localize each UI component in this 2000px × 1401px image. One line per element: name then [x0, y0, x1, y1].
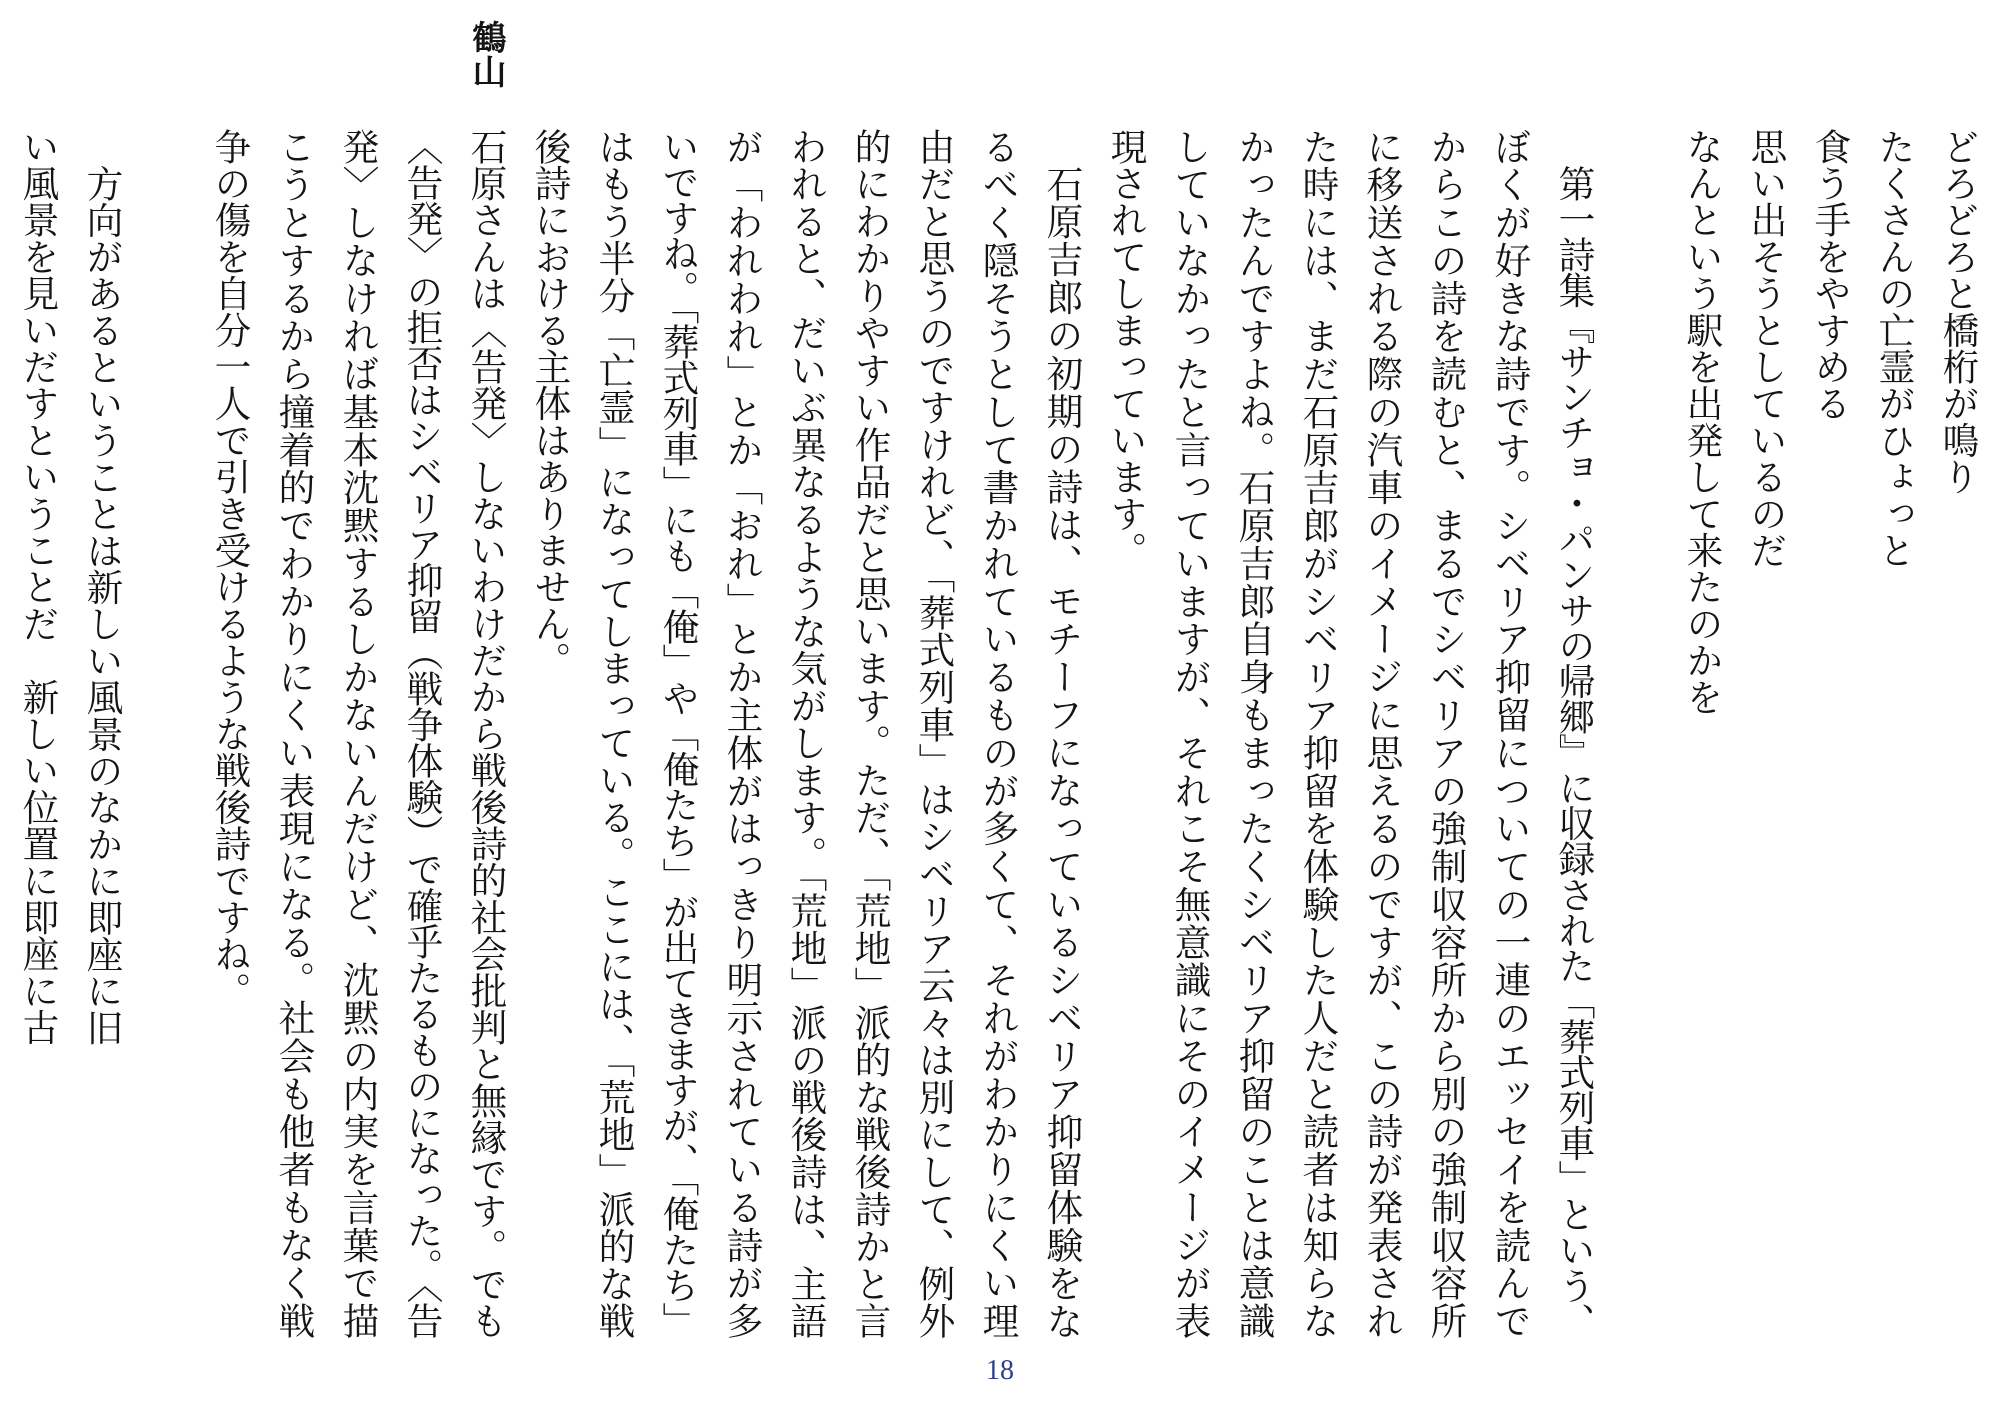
paragraph [518, 128, 1094, 1339]
column-spacer [1606, 128, 1670, 1339]
speaker-label: 鶴山 [466, 20, 506, 88]
text-line: 的にわかりやすい作品だと思います。ただ、「荒地」派的な戦後詩かと言 [849, 128, 892, 1340]
text-line: 石原さんは〈告発〉しないわけだから戦後詩的社会批判と無縁です。でも [465, 128, 508, 1339]
text-line: 石原吉郎の初期の詩は、モチーフになっているシベリア抑留体験をな [1041, 164, 1084, 1341]
poem-line: たくさんの亡霊がひょっと [1873, 128, 1916, 569]
text-line: からこの詩を読むと、まるでシベリアの強制収容所から別の強制収容所 [1425, 128, 1468, 1341]
text-line: 争の傷を自分一人で引き受けるような戦後詩ですね。 [209, 128, 252, 1009]
quote-line: い風景を見いだすということだ 新しい位置に即座に古 [17, 128, 60, 1046]
paragraph [1094, 128, 1606, 1339]
text-line: 〈告発〉の拒否はシベリア抑留（戦争体験）で確乎たるものになった。〈告 [401, 128, 444, 1339]
poem-excerpt [1670, 128, 1990, 1339]
page-number: 18 [986, 1355, 1014, 1386]
text-line: 第一詩集『サンチョ・パンサの帰郷』に収録された「葬式列車」という、 [1553, 164, 1596, 1338]
poem-line: 食う手をやすめる [1809, 128, 1852, 422]
speaker-remark [198, 128, 518, 1339]
quote-line: 方向があるということは新しい風景のなかに即座に旧 [81, 164, 124, 1046]
vertical-text-body [6, 128, 1990, 1339]
text-line: が「われわれ」とか「おれ」とか主体がはっきり明示されている詩が多 [721, 128, 764, 1341]
text-line: こうとするから撞着的でわかりにくい表現になる。社会も他者もなく戦 [273, 128, 316, 1341]
quoted-passage [6, 128, 134, 1339]
text-line: していなかったと言っていますが、それこそ無意識にそのイメージが表 [1169, 128, 1212, 1341]
text-line: るべく隠そうとして書かれているものが多くて、それがわかりにくい理 [977, 128, 1020, 1341]
poem-line: 思い出そうとしているのだ [1745, 128, 1788, 569]
text-line: た時には、まだ石原吉郎がシベリア抑留を体験した人だと読者は知らな [1297, 128, 1340, 1341]
column-spacer [134, 128, 198, 1339]
text-line: ぼくが好きな詩です。シベリア抑留についての一連のエッセイを読んで [1489, 128, 1532, 1341]
text-line: はもう半分「亡霊」になってしまっている。ここには、「荒地」派的な戦 [593, 128, 636, 1340]
poem-line: どろどろと橋桁が鳴り [1937, 128, 1980, 495]
text-line: かったんですよね。石原吉郎自身もまったくシベリア抑留のことは意識 [1233, 128, 1276, 1341]
text-line: に移送される際の汽車のイメージに思えるのですが、この詩が発表され [1361, 128, 1404, 1341]
text-line: われると、だいぶ異なるような気がします。「荒地」派の戦後詩は、主語 [785, 128, 828, 1340]
poem-line: なんという駅を出発して来たのかを [1681, 128, 1724, 716]
text-line: 現されてしまっています。 [1105, 128, 1148, 569]
text-line: 後詩における主体はありません。 [529, 128, 572, 679]
text-line: 由だと思うのですけれど、「葬式列車」はシベリア云々は別にして、例外 [913, 128, 956, 1340]
text-line: 発〉しなければ基本沈黙するしかないんだけど、沈黙の内実を言葉で描 [337, 128, 380, 1341]
text-line: いですね。「葬式列車」にも「俺」や「俺たち」が出てきますが、「俺たち」 [657, 128, 700, 1338]
